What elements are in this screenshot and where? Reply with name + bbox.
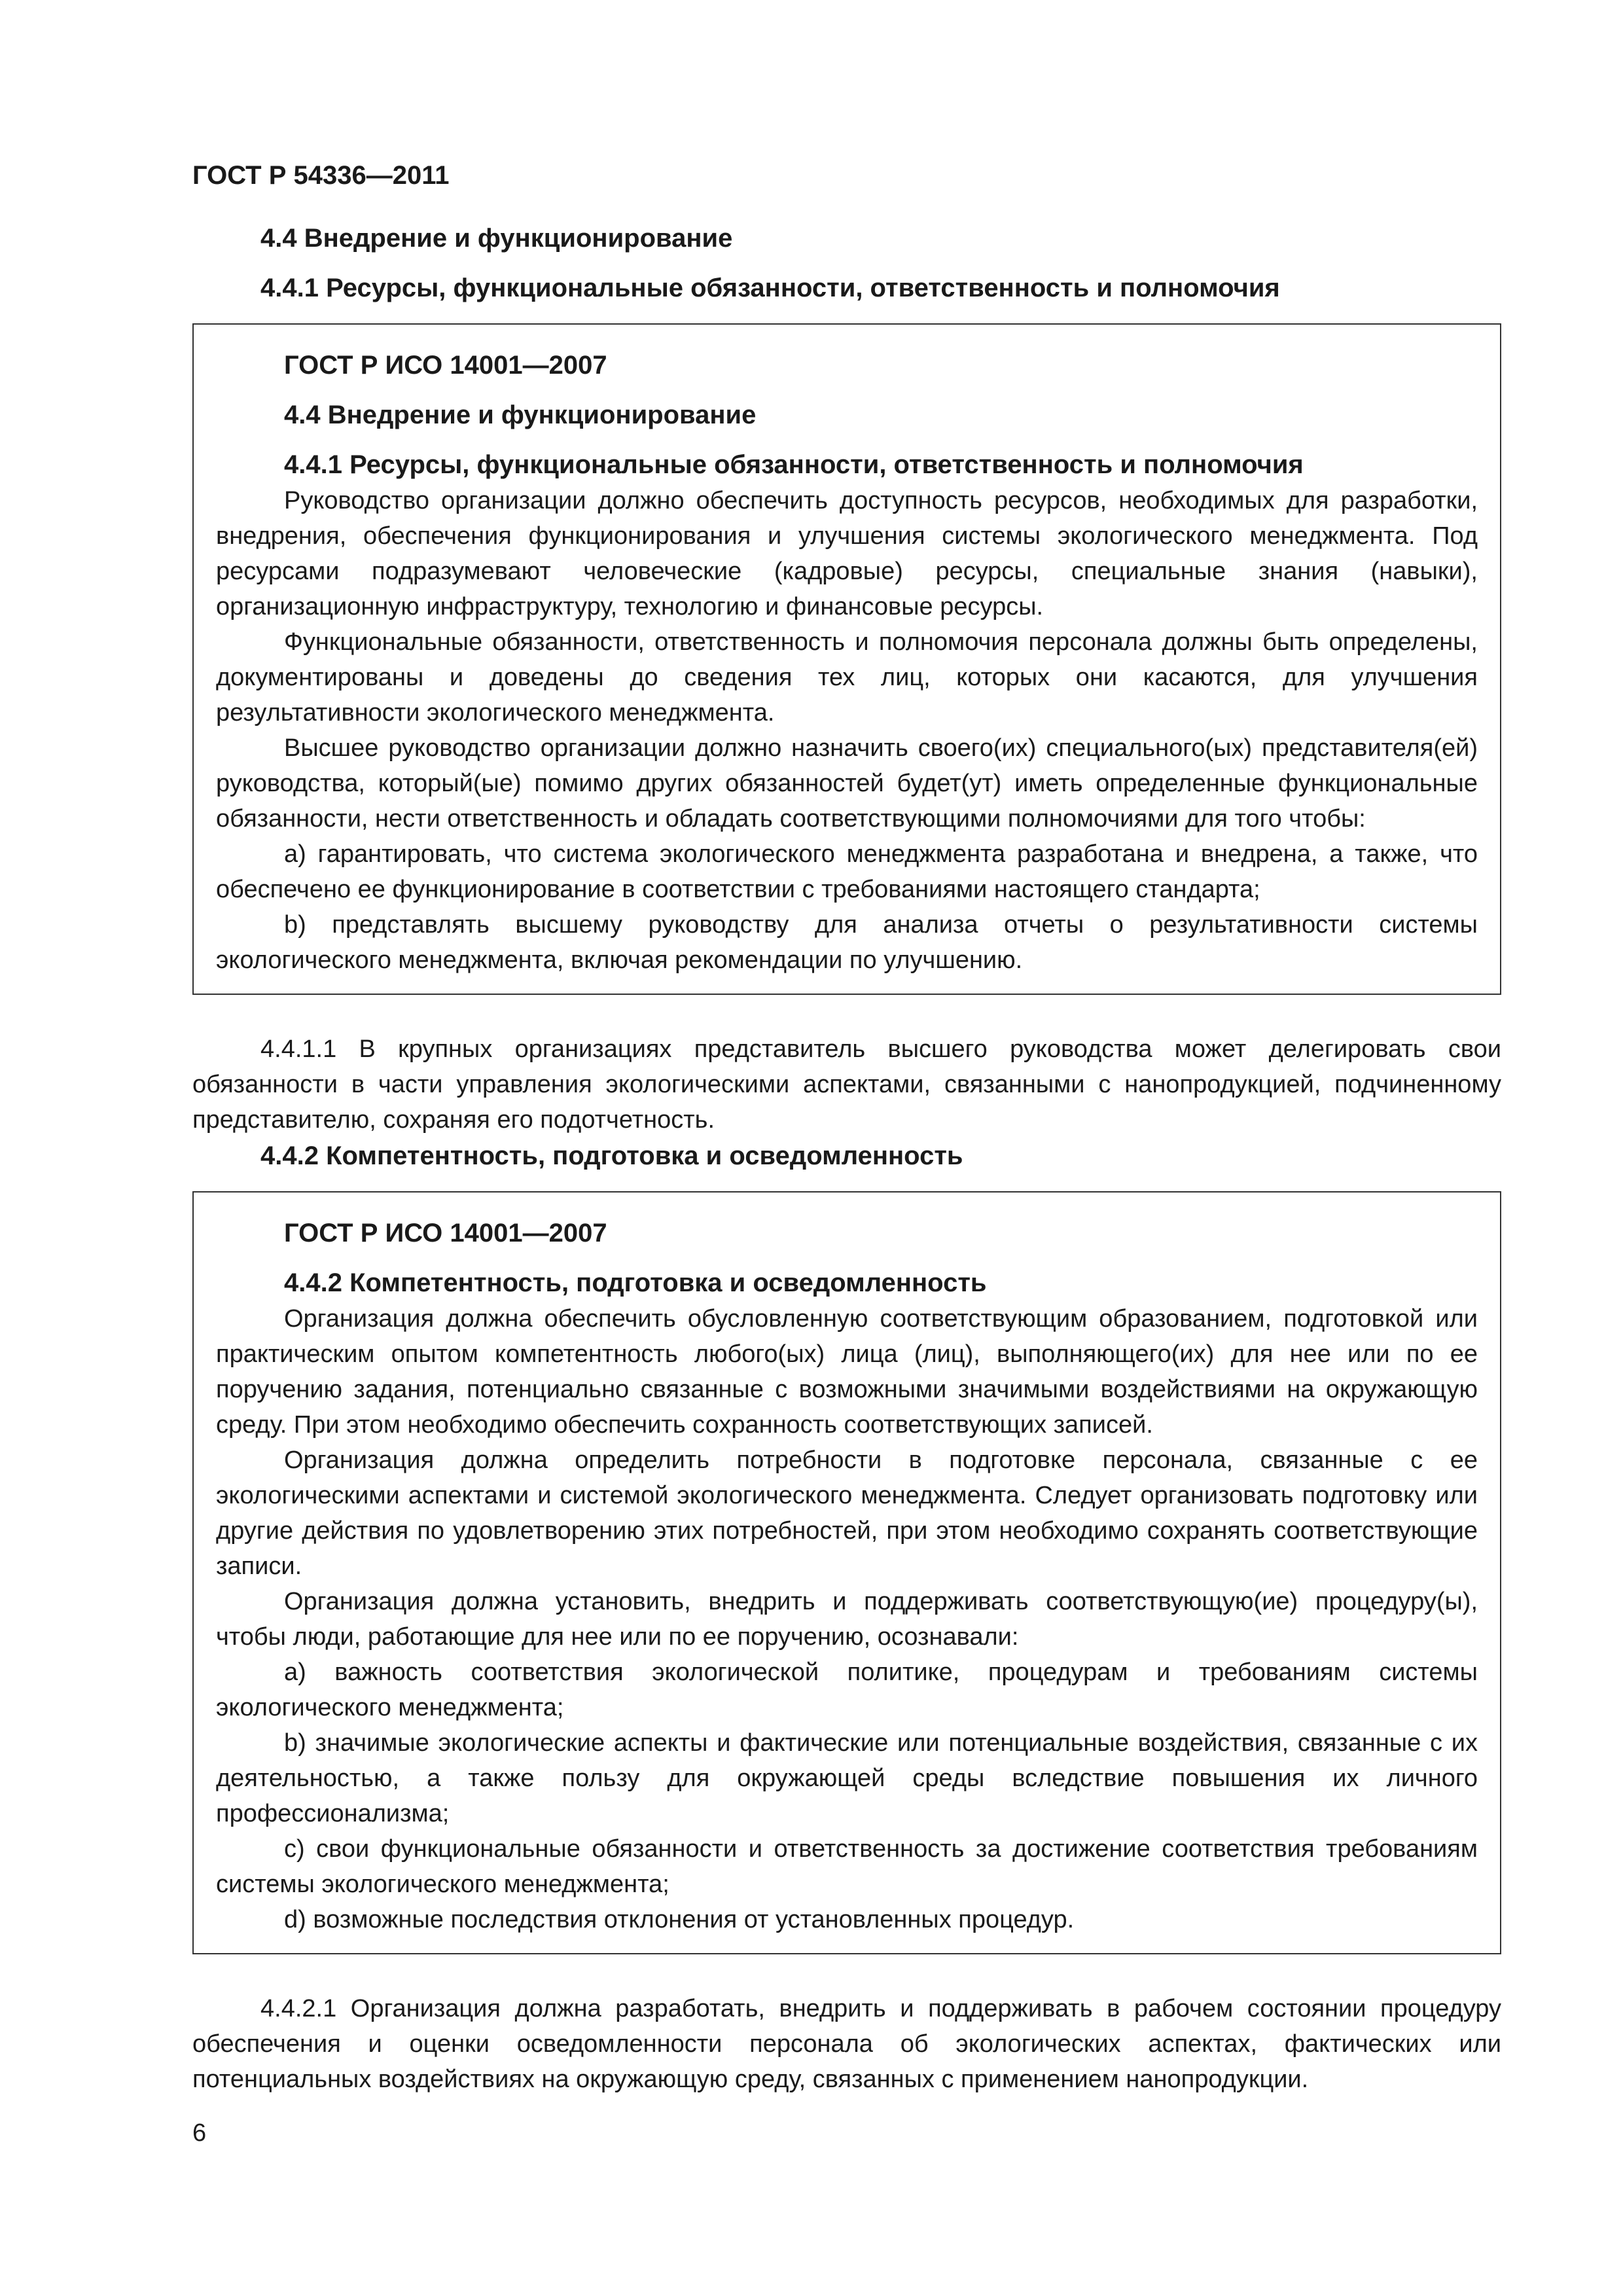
quote-heading-4-4-1: 4.4.1 Ресурсы, функциональные обязанности, ответственность и полномочия [284,450,1304,479]
quote-list-item-d: d) возможные последствия отклонения от установленных процедур. [284,1906,1075,1933]
quote-source-title: ГОСТ Р ИСО 14001—2007 [284,351,607,380]
quote-paragraph: Функциональные обязанности, ответственность и полномочия персонала должны быть определены, документированы и доведены до сведения тех лиц, которых они касаются, для улучшения результативности экологического менеджмента. [216,628,1478,726]
quote-list-item-a: a) гарантировать, что система экологического менеджмента разработана и внедрена, а также, что обеспечено ее функционирование в соответствии с требованиями настоящего стандарта; [216,840,1478,903]
quote-list-item-c: c) свои функциональные обязанности и ответственность за достижение соответствия требованиям системы экологического менеджмента; [216,1835,1478,1898]
quote-list-item-a: a) важность соответствия экологической политике, процедурам и требованиям системы экологического менеджмента; [216,1659,1478,1721]
quote-paragraph: Организация должна установить, внедрить и поддерживать соответствующую(ие) процедуру(ы), чтобы люди, работающие для нее или по ее поручению, осознавали: [216,1588,1478,1651]
quote-heading-4-4-2: 4.4.2 Компетентность, подготовка и осведомленность [284,1268,987,1297]
page-number: 6 [192,2119,207,2147]
quote-box-14001-4-4-2 [192,1191,1501,1954]
quote-paragraph: Высшее руководство организации должно назначить своего(их) специального(ых) представителя(ей) руководства, который(ые) помимо других обязанностей будет(ут) иметь определенные функциональные обязанности, нести ответственность и обладать соответствующими полномочиями для того чтобы: [216,734,1478,833]
quote-paragraph: Руководство организации должно обеспечить доступность ресурсов, необходимых для разработки, внедрения, обеспечения функционирования и улучшения системы экологического менеджмента. Под ресурсами подразумевают человеческие (кадровые) ресурсы, специальные знания (навыки), организационную инфраструктуру, технологию и финансовые ресурсы. [216,487,1478,620]
section-heading-4-4-2: 4.4.2 Компетентность, подготовка и осведомленность [260,1141,963,1170]
quote-heading-4-4: 4.4 Внедрение и функционирование [284,401,757,429]
quote-list-item-b: b) значимые экологические аспекты и фактические или потенциальные воздействия, связанные с их деятельностью, а также пользу для окружающей среды вследствие повышения их личного профессионализма; [216,1729,1478,1827]
quote-paragraph: Организация должна определить потребности в подготовке персонала, связанные с ее экологическими аспектами и системой экологического менеджмента. Следует организовать подготовку или другие действия по удовлетворению этих потребностей, при этом необходимо сохранять соответствующие записи. [216,1446,1478,1580]
document-page [192,157,1501,2097]
paragraph-4-4-1-1: 4.4.1.1 В крупных организациях представитель высшего руководства может делегировать свои обязанности в части управления экологическими аспектами, связанными с нанопродукцией, подчиненному представителю, сохраняя его подотчетность. [192,1035,1501,1134]
document-header-title: ГОСТ Р 54336—2011 [192,161,450,190]
quote-paragraph: Организация должна обеспечить обусловленную соответствующим образованием, подготовкой или практическим опытом компетентность любого(ых) лица (лиц), выполняющего(их) для нее или по ее поручению задания, потенциально связанные с возможными значимыми воздействиями на окружающую среду. При этом необходимо обеспечить сохранность соответствующих записей. [216,1305,1478,1439]
section-heading-4-4: 4.4 Внедрение и функционирование [260,224,733,253]
section-heading-4-4-1: 4.4.1 Ресурсы, функциональные обязанности, ответственность и полномочия [260,274,1280,302]
quote-source-title: ГОСТ Р ИСО 14001—2007 [284,1219,607,1247]
quote-box-14001-4-4 [192,323,1501,995]
paragraph-4-4-2-1: 4.4.2.1 Организация должна разработать, внедрить и поддерживать в рабочем состоянии процедуру обеспечения и оценки осведомленности персонала об экологических аспектах, фактических или потенциальных воздействиях на окружающую среду, связанных с применением нанопродукции. [192,1995,1501,2093]
quote-list-item-b: b) представлять высшему руководству для анализа отчеты о результативности системы экологического менеджмента, включая рекомендации по улучшению. [216,911,1478,974]
